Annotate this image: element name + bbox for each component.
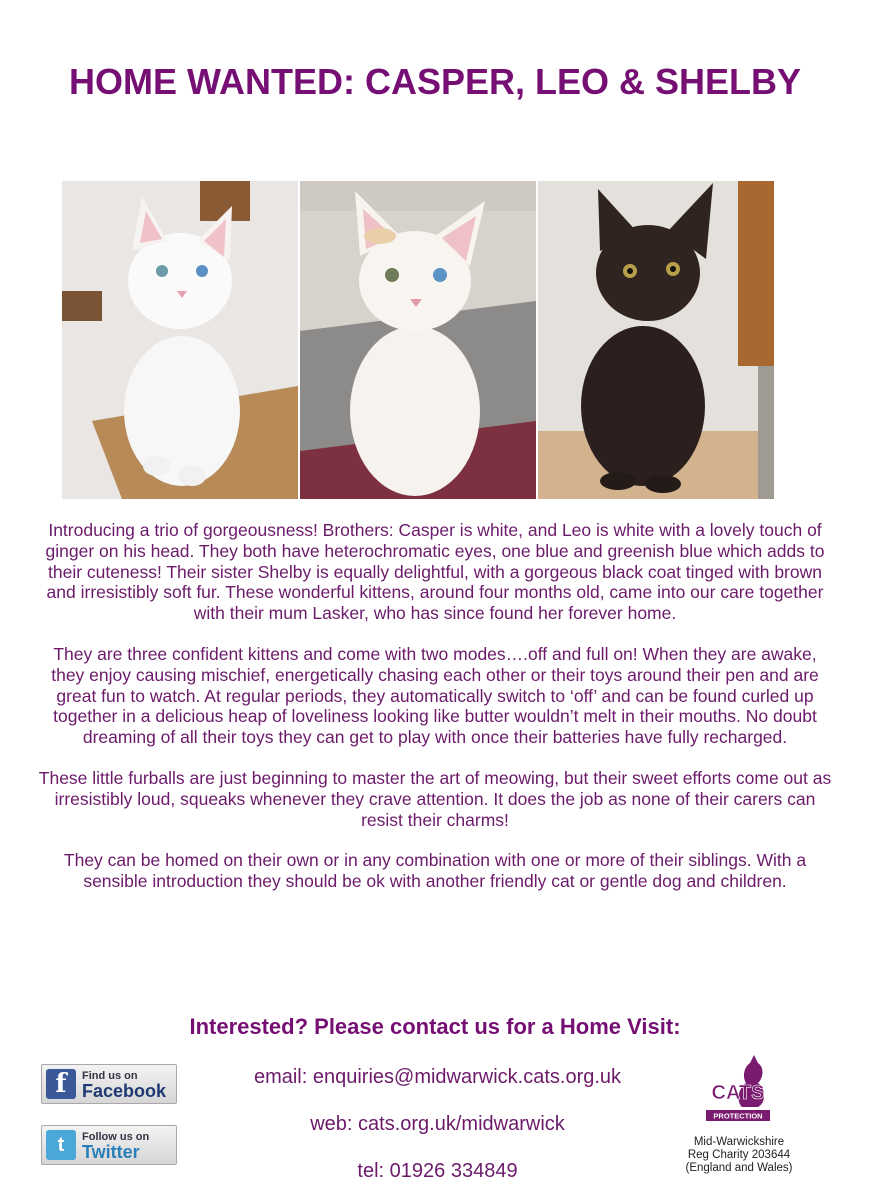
cats-protection-logo bbox=[698, 1055, 778, 1127]
web-link[interactable]: web: cats.org.uk/midwarwick bbox=[310, 1113, 565, 1135]
twitter-big-label: Twitter bbox=[82, 1142, 140, 1162]
description bbox=[36, 520, 834, 912]
protection-wordmark: PROTECTION bbox=[713, 1111, 763, 1121]
facebook-big-label: Facebook bbox=[82, 1081, 167, 1101]
twitter-small-label: Follow us on bbox=[82, 1131, 150, 1143]
facebook-small-label: Find us on bbox=[82, 1070, 138, 1082]
tel-link[interactable]: tel: 01926 334849 bbox=[357, 1160, 518, 1182]
kitten-photos bbox=[62, 181, 774, 499]
photo-white-kitten-leo bbox=[300, 181, 536, 499]
paragraph-personality: They are three confident kittens and come with two modes….off and full on! When they are awake, they enjoy causing mischief, energetically chasing each other or their toys around their pen and are great fun to watch. At regular periods, they automatically switch to ‘off’ and can be found curled up together in a delicious heap of loveliness looking like butter wouldn’t melt in their mouths. No doubt dreaming of all their toys they can get to play with once their batteries have fully recharged. bbox=[51, 643, 819, 748]
facebook-button[interactable] bbox=[41, 1064, 177, 1104]
twitter-icon: t bbox=[46, 1130, 76, 1160]
photo-black-kitten-shelby bbox=[538, 181, 774, 499]
email-link[interactable]: email: enquiries@midwarwick.cats.org.uk bbox=[253, 1066, 622, 1088]
charity-reg-number: Reg Charity 203644 bbox=[687, 1149, 791, 1161]
paragraph-introduction: Introducing a trio of gorgeousness! Brothers: Casper is white, and Leo is white with a lovely touch of ginger on his head. They both have heterochromatic eyes, one blue and greenish blue which adds to their cuteness! Their sister Shelby is equally delightful, with a gorgeous black coat tinged with brown and irresistibly soft fur. These wonderful kittens, around four months old, came into our care together with their mum Lasker, who has since found her forever home. bbox=[45, 520, 825, 624]
cats-wordmark: CATS bbox=[711, 1082, 765, 1104]
charity-branch: Mid-Warwickshire bbox=[693, 1136, 785, 1148]
twitter-button[interactable] bbox=[41, 1125, 177, 1165]
facebook-icon: f bbox=[46, 1069, 76, 1099]
paragraph-meowing: These little furballs are just beginning to master the art of meowing, but their sweet efforts come out as irresistibly loud, squeaks whenever they crave attention. It does the job as none of their carers can resist their charms! bbox=[38, 767, 832, 830]
contact-heading: Interested? Please contact us for a Home Visit: bbox=[189, 1014, 681, 1039]
page-title: HOME WANTED: CASPER, LEO & SHELBY bbox=[68, 61, 802, 102]
photo-white-kitten-casper bbox=[62, 181, 298, 499]
charity-region: (England and Wales) bbox=[685, 1162, 793, 1174]
charity-info bbox=[664, 1136, 814, 1175]
paragraph-homing: They can be homed on their own or in any combination with one or more of their siblings. With a sensible introduction they should be ok with another friendly cat or gentle dog and children. bbox=[63, 850, 807, 892]
